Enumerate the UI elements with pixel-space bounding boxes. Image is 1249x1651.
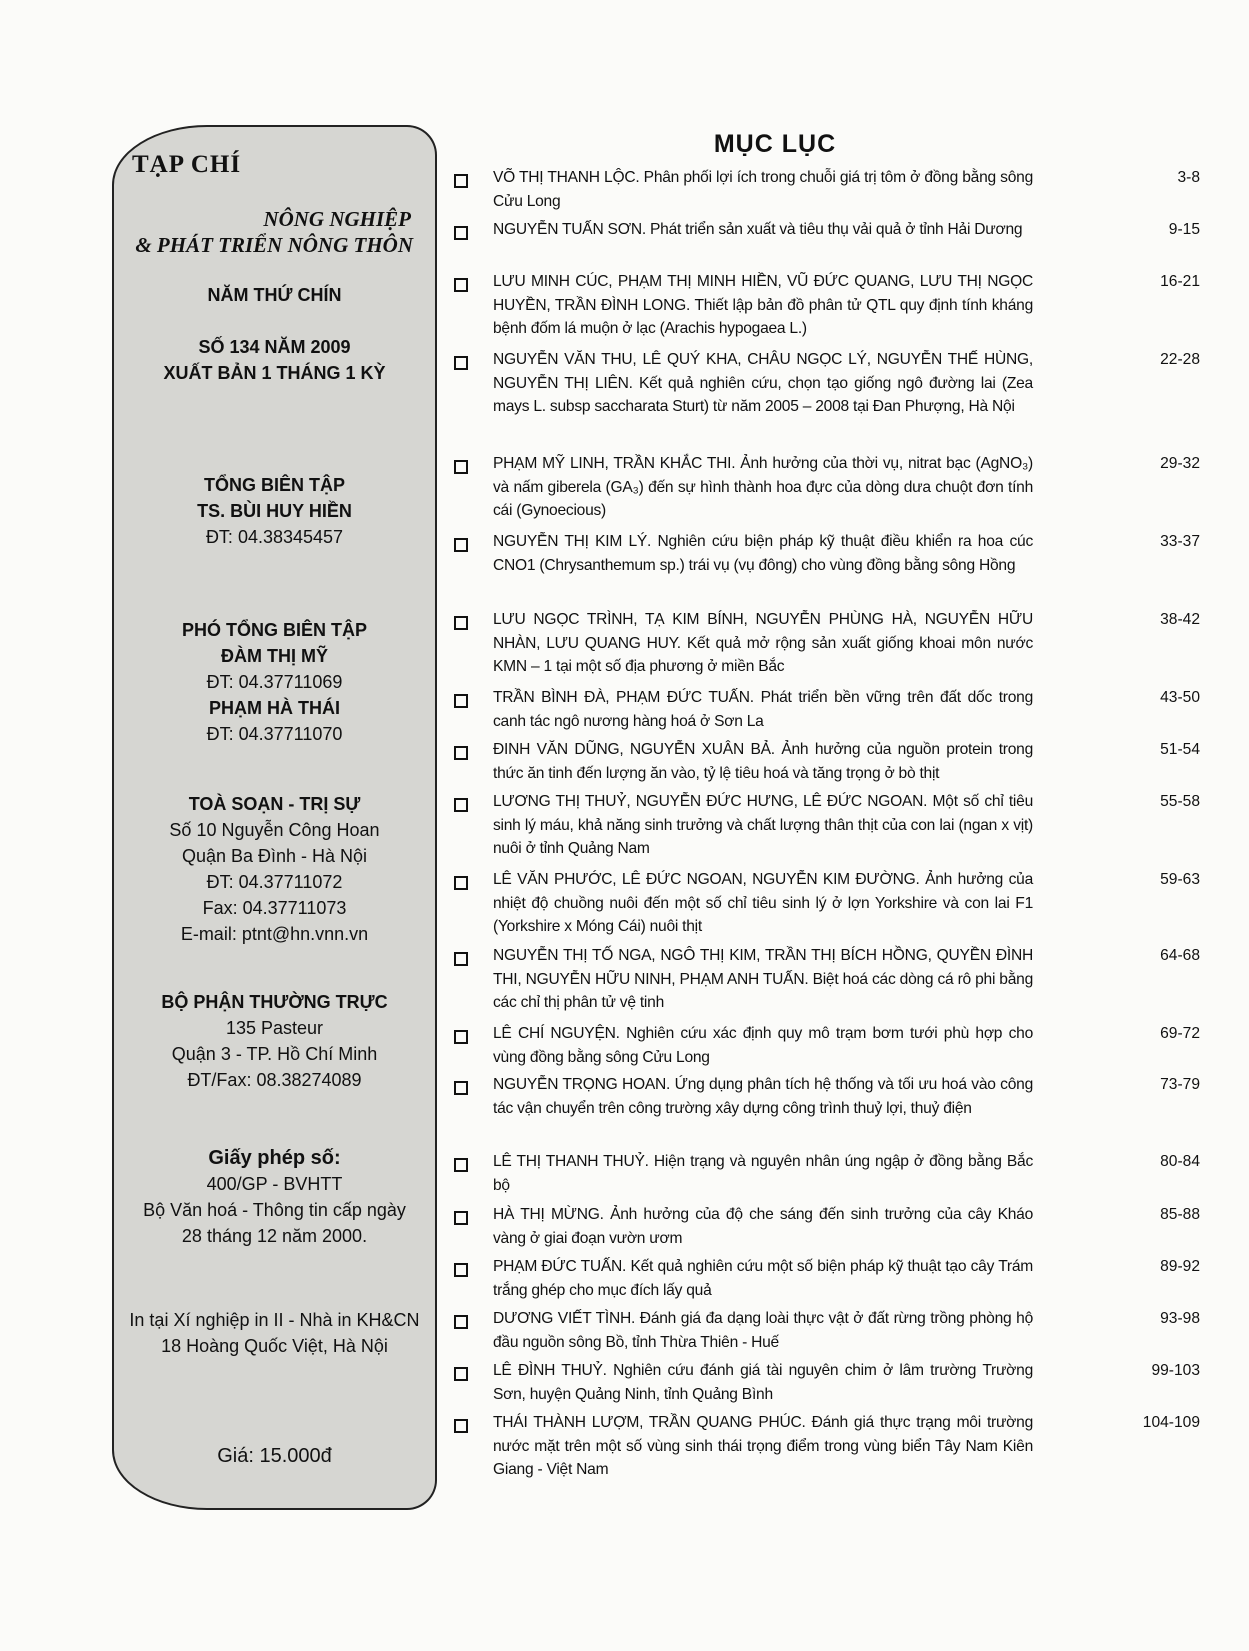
- toc-entry-pages: 85-88: [1160, 1206, 1200, 1223]
- office-phone: ĐT: 04.37711072: [206, 872, 343, 892]
- toc-entry-text: NGUYỄN TUẤN SƠN. Phát triển sản xuất và tiêu thụ vải quả ở tỉnh Hải Dương: [493, 221, 1023, 238]
- deputy-editor-heading: PHÓ TỔNG BIÊN TẬP: [181, 620, 367, 640]
- toc-entry-text: PHẠM ĐỨC TUẤN. Kết quả nghiên cứu một số biện pháp kỹ thuật tạo cây Trám trắng ghép cho mục đích lấy quả: [493, 1258, 1033, 1299]
- checkbox-icon: [454, 616, 468, 630]
- toc-entry-text: ĐINH VĂN DŨNG, NGUYỄN XUÂN BẢ. Ảnh hưởng của nguồn protein trong thức ăn tinh đến lượng ăn vào, tỷ lệ tiêu hoá và tăng trọng ở bò thịt: [493, 741, 1033, 782]
- checkbox-icon: [454, 952, 468, 966]
- toc-entry-text: THÁI THÀNH LƯỢM, TRẦN QUANG PHÚC. Đánh giá thực trạng môi trường nước mặt trên một số vùng sinh thái trọng điểm trong vùng biển Tây Nam Kiên Giang - Việt Nam: [493, 1414, 1033, 1478]
- checkbox-icon: [454, 1419, 468, 1433]
- toc-entry-text: NGUYỄN THỊ KIM LÝ. Nghiên cứu biện pháp kỹ thuật điều khiển ra hoa cúc CNO1 (Chrysanthemum sp.) trái vụ (vụ đông) cho vùng đồng bằng sông Hồng: [493, 533, 1033, 574]
- deputy-editor-2-phone: ĐT: 04.37711070: [206, 724, 343, 744]
- checkbox-icon: [454, 460, 468, 474]
- toc-entry-text: DƯƠNG VIẾT TÌNH. Đánh giá đa dạng loài thực vật ở đất rừng trồng phòng hộ đầu nguồn sông Bồ, tỉnh Thừa Thiên - Huế: [493, 1310, 1033, 1351]
- checkbox-icon: [454, 1030, 468, 1044]
- toc-entry-pages: 9-15: [1168, 221, 1200, 238]
- toc-entry-text: LÊ ĐÌNH THUỶ. Nghiên cứu đánh giá tài nguyên chim ở lâm trường Trường Sơn, huyện Quảng Ninh, tỉnh Quảng Bình: [493, 1362, 1033, 1403]
- toc-entry-pages: 69-72: [1160, 1025, 1200, 1042]
- office-fax: Fax: 04.37711073: [202, 898, 347, 918]
- editorial-office-heading: TOÀ SOẠN - TRỊ SỰ: [188, 794, 361, 814]
- toc-entry-text: LƯƠNG THỊ THUỶ, NGUYỄN ĐỨC HƯNG, LÊ ĐỨC NGOAN. Một số chỉ tiêu sinh lý máu, khả năng sinh trưởng và chất lượng thân thịt của con lai (ngan x vịt) nuôi ở tỉnh Quảng Nam: [493, 793, 1033, 857]
- toc-entry-text: LƯU NGỌC TRÌNH, TẠ KIM BÍNH, NGUYỄN PHÙNG HÀ, NGUYỄN HỮU NHÀN, LƯU QUANG HUY. Kết quả mở rộng sản xuất giống khoai môn nước KMN – 1 tại một số địa phương ở miền Bắc: [493, 611, 1033, 675]
- publication-year: NĂM THỨ CHÍN: [207, 285, 342, 305]
- toc-entry-pages: 80-84: [1160, 1153, 1200, 1170]
- license-number: 400/GP - BVHTT: [206, 1174, 343, 1194]
- toc-entry-text: LÊ THỊ THANH THUỶ. Hiện trạng và nguyên nhân úng ngập ở đồng bằng Bắc bộ: [493, 1153, 1033, 1194]
- toc-entry-pages: 104-109: [1142, 1414, 1200, 1431]
- toc-entry-pages: 22-28: [1160, 351, 1200, 368]
- toc-entry-pages: 29-32: [1160, 455, 1200, 472]
- toc-entry-text: VÕ THỊ THANH LỘC. Phân phối lợi ích trong chuỗi giá trị tôm ở đồng bằng sông Cửu Long: [493, 169, 1033, 210]
- license-issuer: Bộ Văn hoá - Thông tin cấp ngày: [143, 1200, 406, 1220]
- toc-entry-text: LÊ CHÍ NGUYỆN. Nghiên cứu xác định quy mô trạm bơm tưới phù hợp cho vùng đồng bằng sông Cửu Long: [493, 1025, 1033, 1066]
- deputy-editor-2-name: PHẠM HÀ THÁI: [209, 698, 340, 718]
- checkbox-icon: [454, 876, 468, 890]
- checkbox-icon: [454, 694, 468, 708]
- checkbox-icon: [454, 1081, 468, 1095]
- standing-office-address: 135 Pasteur: [225, 1018, 324, 1038]
- standing-office-heading: BỘ PHẬN THƯỜNG TRỰC: [161, 992, 388, 1012]
- toc-entry-text: LƯU MINH CÚC, PHẠM THỊ MINH HIỀN, VŨ ĐỨC QUANG, LƯU THỊ NGỌC HUYỀN, TRẦN ĐÌNH LONG. Thiết lập bản đồ phân tử QTL quy định tính kháng bệnh đốm lá muộn ở lạc (Arachis hypogaea L.): [493, 273, 1033, 337]
- publication-frequency: XUẤT BẢN 1 THÁNG 1 KỲ: [163, 363, 386, 383]
- toc-title: MỤC LỤC: [713, 130, 837, 158]
- masthead-panel: [112, 125, 437, 1510]
- checkbox-icon: [454, 798, 468, 812]
- toc-entry-pages: 51-54: [1160, 741, 1200, 758]
- toc-entry-text: TRẦN BÌNH ĐÀ, PHẠM ĐỨC TUẤN. Phát triển bền vững trên đất dốc trong canh tác ngô nương hàng hoá ở Sơn La: [493, 689, 1033, 730]
- deputy-editor-1-phone: ĐT: 04.37711069: [206, 672, 343, 692]
- toc-entry-pages: 59-63: [1160, 871, 1200, 888]
- price: Giá: 15.000đ: [217, 1445, 332, 1467]
- toc-entry-pages: 38-42: [1160, 611, 1200, 628]
- toc-entry-pages: 33-37: [1160, 533, 1200, 550]
- journal-name-line1: NÔNG NGHIỆP: [263, 207, 411, 231]
- toc-entry-pages: 3-8: [1177, 169, 1200, 186]
- checkbox-icon: [454, 356, 468, 370]
- toc-entry-pages: 89-92: [1160, 1258, 1200, 1275]
- checkbox-icon: [454, 1315, 468, 1329]
- checkbox-icon: [454, 1367, 468, 1381]
- issue-number: SỐ 134 NĂM 2009: [198, 337, 351, 357]
- journal-label: TẠP CHÍ: [132, 151, 242, 178]
- toc-entry-pages: 73-79: [1160, 1076, 1200, 1093]
- toc-entry-pages: 16-21: [1160, 273, 1200, 290]
- standing-office-district: Quận 3 - TP. Hồ Chí Minh: [171, 1044, 378, 1064]
- checkbox-icon: [454, 1211, 468, 1225]
- checkbox-icon: [454, 746, 468, 760]
- office-email: E-mail: ptnt@hn.vnn.vn: [180, 924, 369, 944]
- toc-entry-text: NGUYỄN TRỌNG HOAN. Ứng dụng phân tích hệ thống và tối ưu hoá vào công tác vận chuyển trên công trường xây dựng công trình thuỷ lợi, thuỷ điện: [493, 1076, 1033, 1117]
- journal-name-line2: & PHÁT TRIỂN NÔNG THÔN: [135, 233, 413, 257]
- printer-name: In tại Xí nghiệp in II - Nhà in KH&CN: [129, 1310, 420, 1330]
- standing-office-phone: ĐT/Fax: 08.38274089: [187, 1070, 362, 1090]
- toc-entry-pages: 93-98: [1160, 1310, 1200, 1327]
- checkbox-icon: [454, 538, 468, 552]
- editor-in-chief-phone: ĐT: 04.38345457: [205, 527, 344, 547]
- toc-entry-text: HÀ THỊ MỪNG. Ảnh hưởng của độ che sáng đến sinh trưởng của cây Kháo vàng ở giai đoạn vườn ươm: [493, 1206, 1033, 1247]
- toc-entry-pages: 55-58: [1160, 793, 1200, 810]
- toc-entry-text: PHẠM MỸ LINH, TRẦN KHẮC THI. Ảnh hưởng của thời vụ, nitrat bạc (AgNO₃) và nấm giberela (GA₃) đến sự hình thành hoa đực của dòng dưa chuột đơn tính cái (Gynoecious): [493, 455, 1033, 519]
- toc-entry-pages: 43-50: [1160, 689, 1200, 706]
- checkbox-icon: [454, 1158, 468, 1172]
- editor-in-chief-heading: TỔNG BIÊN TẬP: [203, 475, 345, 495]
- toc-entry-text: LÊ VĂN PHƯỚC, LÊ ĐỨC NGOAN, NGUYỄN KIM ĐƯỜNG. Ảnh hưởng của nhiệt độ chuồng nuôi đến một số chỉ tiêu sinh lý ở lợn Yorkshire và con lai F1 (Yorkshire x Móng Cái) nuôi thịt: [493, 871, 1033, 935]
- checkbox-icon: [454, 174, 468, 188]
- office-address: Số 10 Nguyễn Công Hoan: [169, 820, 380, 840]
- deputy-editor-1-name: ĐÀM THỊ MỸ: [221, 646, 328, 666]
- license-date: 28 tháng 12 năm 2000.: [181, 1226, 368, 1246]
- license-heading: Giấy phép số:: [208, 1147, 341, 1169]
- editor-in-chief-name: TS. BÙI HUY HIỀN: [197, 501, 352, 521]
- checkbox-icon: [454, 226, 468, 240]
- checkbox-icon: [454, 278, 468, 292]
- toc-entry-pages: 64-68: [1160, 947, 1200, 964]
- toc-entry-pages: 99-103: [1151, 1362, 1200, 1379]
- office-district: Quận Ba Đình - Hà Nội: [181, 846, 368, 866]
- toc-entry-text: NGUYỄN THỊ TỐ NGA, NGÔ THỊ KIM, TRẦN THỊ BÍCH HỒNG, QUYỀN ĐÌNH THI, NGUYỄN HỮU NINH, PHẠM ANH TUẤN. Biệt hoá các dòng cá rô phi bằng các chỉ thị phân tử vệ tinh: [493, 947, 1033, 1011]
- checkbox-icon: [454, 1263, 468, 1277]
- toc-entry-text: NGUYỄN VĂN THU, LÊ QUÝ KHA, CHÂU NGỌC LÝ, NGUYỄN THẾ HÙNG, NGUYỄN THỊ LIÊN. Kết quả nghiên cứu, chọn tạo giống ngô đường lai (Zea mays L. subsp saccharata Sturt) từ năm 2005 – 2008 tại Đan Phượng, Hà Nội: [493, 351, 1033, 415]
- printer-address: 18 Hoàng Quốc Việt, Hà Nội: [161, 1336, 388, 1356]
